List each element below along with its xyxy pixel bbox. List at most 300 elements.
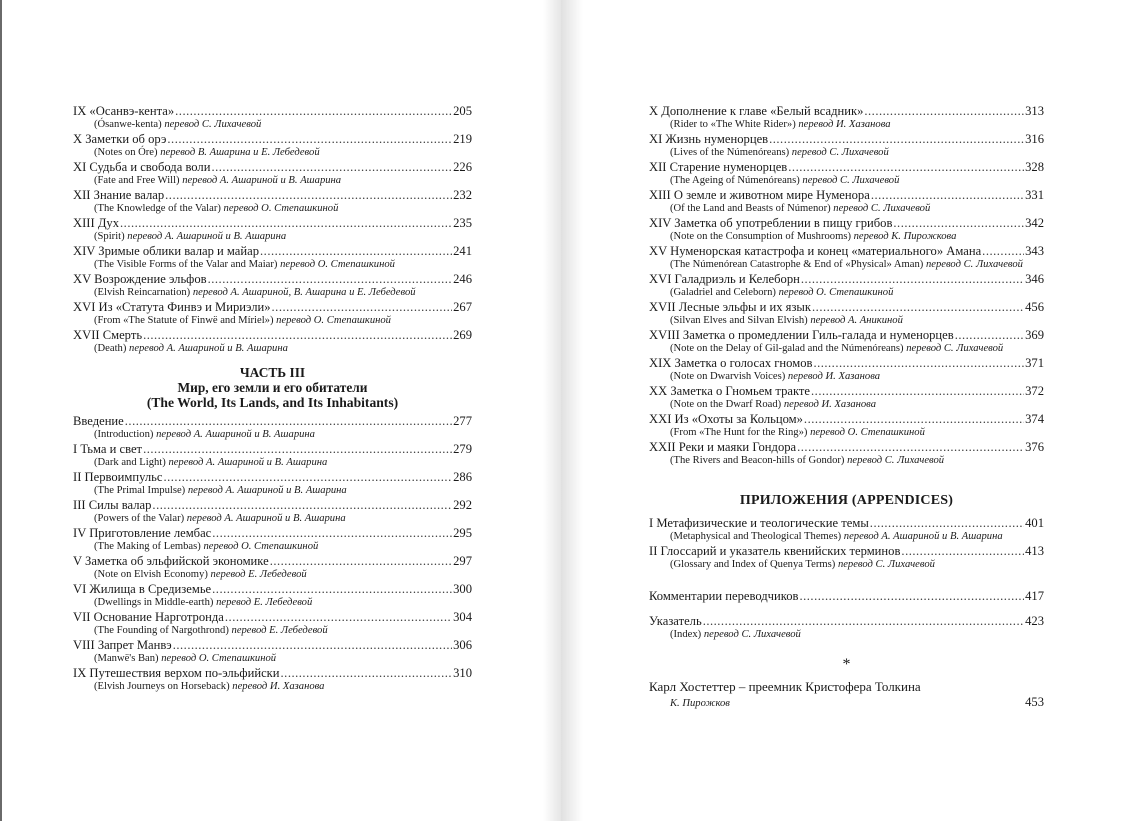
toc-entry-title: IX Путешествия верхом по-эльфийски	[73, 666, 280, 680]
toc-entry-subtitle	[73, 342, 472, 355]
appendices-heading: ПРИЛОЖЕНИЯ (APPENDICES)	[739, 493, 954, 508]
dot-leader	[901, 544, 1024, 558]
toc-entry-title: V Заметка об эльфийской экономике	[73, 554, 269, 568]
translator-credit: перевод А. Ашариной и В. Ашарина	[187, 485, 347, 496]
translator-credit: перевод С. Лихачевой	[164, 119, 262, 130]
dot-leader	[272, 300, 453, 314]
toc-group-appendices	[649, 516, 1044, 571]
toc-line	[649, 132, 1044, 146]
left-toc-column	[73, 104, 472, 693]
toc-page-number: 306	[453, 638, 472, 652]
translator-credit: перевод К. Пирожкова	[853, 231, 957, 242]
translator-credit: перевод С. Лихачевой	[906, 343, 1004, 354]
original-title: (Notes on Óre)	[94, 147, 158, 158]
dot-leader	[813, 356, 1024, 370]
toc-line	[649, 384, 1044, 398]
toc-page-number: 219	[453, 132, 472, 146]
toc-entry-title: XIV Заметка об употреблении в пищу грибов	[649, 216, 893, 230]
toc-page-number: 295	[453, 526, 472, 540]
toc-line	[649, 104, 1044, 118]
toc-entry-subtitle	[73, 118, 472, 131]
toc-line	[73, 442, 472, 456]
translator-credit: перевод С. Лихачевой	[833, 203, 931, 214]
toc-page-number: 372	[1025, 384, 1044, 398]
toc-entry	[73, 414, 472, 441]
translator-credit: перевод И. Хазанова	[798, 119, 891, 130]
dot-leader	[801, 272, 1024, 286]
translator-credit: перевод А. Ашариной и В. Ашарина	[127, 231, 287, 242]
original-title: (The Founding of Nargothrond)	[94, 625, 229, 636]
translator-credit: перевод И. Хазанова	[787, 371, 881, 382]
toc-entry-title: I Тьма и свет	[73, 442, 143, 456]
toc-entry-title: XVI Из «Статута Финвэ и Мириэли»	[73, 300, 271, 314]
toc-entry-title: XII Старение нуменорцев	[649, 160, 788, 174]
toc-line	[649, 272, 1044, 286]
translator-credit: перевод А. Ашариной и В. Ашарина	[156, 429, 315, 440]
toc-entry-subtitle	[73, 202, 472, 215]
toc-entry-subtitle	[73, 680, 472, 693]
dot-leader	[212, 526, 452, 540]
toc-line	[649, 328, 1044, 342]
original-title: (Index)	[670, 629, 702, 640]
translator-credit: перевод А. Ашариной и В. Ашарина	[129, 343, 288, 354]
toc-entry-title: XIV Зримые облики валар и майар	[73, 244, 260, 258]
toc-entry	[73, 272, 472, 299]
dot-leader	[797, 440, 1024, 454]
toc-entry-index	[649, 614, 1044, 641]
toc-entry-title: XVII Смерть	[73, 328, 143, 342]
toc-line	[73, 272, 472, 286]
translator-credit: перевод О. Степашкиной	[280, 259, 395, 270]
toc-line	[649, 188, 1044, 202]
toc-entry	[73, 188, 472, 215]
toc-entry-title: III Силы валар	[73, 498, 152, 512]
toc-entry	[73, 300, 472, 327]
toc-entry	[73, 470, 472, 497]
toc-entry-subtitle	[73, 456, 472, 469]
dot-leader	[955, 328, 1024, 342]
toc-entry	[649, 104, 1044, 131]
translator-credit: перевод С. Лихачевой	[847, 455, 945, 466]
translator-credit: перевод А. Аникиной	[810, 315, 903, 326]
toc-entry	[73, 216, 472, 243]
toc-line	[73, 414, 472, 428]
toc-entry	[649, 300, 1044, 327]
toc-page-number: 453	[1025, 695, 1044, 709]
original-title: (Elvish Journeys on Horseback)	[94, 681, 230, 692]
toc-entry	[73, 610, 472, 637]
original-title: (Fate and Free Will)	[94, 175, 180, 186]
dot-leader	[212, 582, 452, 596]
toc-entry-title: X Заметки об орэ	[73, 132, 167, 146]
toc-entry-subtitle	[649, 426, 1044, 439]
dot-leader	[165, 188, 452, 202]
toc-entry-title: II Первоимпульс	[73, 470, 163, 484]
dot-leader	[769, 132, 1024, 146]
translator-credit: перевод А. Ашариной и В. Ашарина	[182, 175, 342, 186]
original-title: (Galadriel and Celeborn)	[670, 287, 776, 298]
original-title: (Note on Elvish Economy)	[94, 569, 208, 580]
translator-credit: перевод С. Лихачевой	[837, 559, 935, 570]
toc-entry-subtitle	[649, 628, 1044, 641]
toc-line	[649, 544, 1044, 558]
toc-page-number: 401	[1025, 516, 1044, 530]
toc-line	[73, 554, 472, 568]
original-title: (Note on the Dwarf Road)	[670, 399, 782, 410]
toc-page-number: 205	[453, 104, 472, 118]
toc-line	[73, 610, 472, 624]
dot-leader	[143, 442, 452, 456]
translator-credit: перевод О. Степашкиной	[203, 541, 319, 552]
toc-group-part-iii	[73, 414, 472, 693]
translator-credit: перевод А. Ашариной и В. Ашарина	[168, 457, 328, 468]
toc-line	[73, 216, 472, 230]
toc-line	[73, 498, 472, 512]
toc-entry-subtitle	[73, 624, 472, 637]
toc-entry	[649, 544, 1044, 571]
toc-entry	[649, 188, 1044, 215]
dot-leader	[125, 414, 452, 428]
toc-entry-title: X Дополнение к главе «Белый всадник»	[649, 104, 864, 118]
toc-page-number: 331	[1025, 188, 1044, 202]
toc-entry-title: XV Возрождение эльфов	[73, 272, 207, 286]
toc-entry	[649, 516, 1044, 543]
toc-line	[73, 638, 472, 652]
toc-line	[649, 440, 1044, 454]
dot-leader	[799, 589, 1024, 603]
toc-entry	[649, 244, 1044, 271]
toc-entry-subtitle	[649, 398, 1044, 411]
toc-entry-title: II Глоссарий и указатель квенийских терминов	[649, 544, 901, 558]
toc-page-number: 346	[1025, 272, 1044, 286]
translator-credit: перевод Е. Лебедевой	[231, 625, 328, 636]
toc-line	[73, 328, 472, 342]
toc-entry-subtitle	[73, 428, 472, 441]
translator-credit: перевод Е. Лебедевой	[216, 597, 313, 608]
toc-entry	[73, 638, 472, 665]
original-title: (Note on Dwarvish Voices)	[670, 371, 786, 382]
dot-leader	[270, 554, 452, 568]
toc-entry-title: XXII Реки и маяки Гондора	[649, 440, 797, 454]
original-title: (Dwellings in Middle-earth)	[94, 597, 214, 608]
toc-page-number: 369	[1025, 328, 1044, 342]
original-title: (Metaphysical and Theological Themes)	[670, 531, 842, 542]
original-title: (Note on the Delay of Gil-galad and the Númenóreans)	[670, 343, 904, 354]
toc-line	[649, 589, 1044, 603]
right-toc-column	[649, 104, 1044, 710]
original-title: (Ósanwe-kenta)	[94, 119, 162, 130]
toc-entry-epilogue	[649, 679, 1044, 710]
dot-leader	[167, 132, 452, 146]
toc-entry-title: XVI Галадриэль и Келеборн	[649, 272, 800, 286]
toc-entry-title: VIII Запрет Манвэ	[73, 638, 172, 652]
toc-entry-title: Указатель	[649, 614, 702, 628]
part-title-en: (The World, Its Lands, and Its Inhabitants)	[146, 395, 399, 410]
original-title: (Of the Land and Beasts of Númenor)	[670, 203, 831, 214]
dot-leader	[811, 384, 1024, 398]
toc-entry-title: XI Судьба и свобода воли	[73, 160, 211, 174]
toc-entry-commentary	[649, 589, 1044, 603]
toc-page-number: 269	[453, 328, 472, 342]
toc-entry-subtitle	[73, 230, 472, 243]
translator-credit: перевод С. Лихачевой	[703, 629, 801, 640]
original-title: (The Rivers and Beacon-hills of Gondor)	[670, 455, 845, 466]
translator-credit: перевод А. Ашариной и В. Ашарина	[843, 531, 1003, 542]
dot-leader	[120, 216, 452, 230]
toc-entry	[73, 582, 472, 609]
dot-leader	[208, 272, 453, 286]
translator-credit: перевод С. Лихачевой	[802, 175, 900, 186]
dot-leader	[143, 328, 452, 342]
toc-entry-title: XVIII Заметка о промедлении Гиль-галада и нуменорцев	[649, 328, 954, 342]
toc-entry-subtitle	[73, 146, 472, 159]
toc-page-number: 300	[453, 582, 472, 596]
toc-line	[649, 614, 1044, 628]
toc-line	[649, 244, 1044, 258]
toc-entry	[73, 666, 472, 693]
toc-entry-title: Введение	[73, 414, 124, 428]
original-title: (Spirit)	[94, 231, 125, 242]
toc-entry	[649, 272, 1044, 299]
dot-leader	[152, 498, 452, 512]
toc-line	[73, 104, 472, 118]
toc-line	[73, 132, 472, 146]
dot-leader	[260, 244, 452, 258]
translator-credit: перевод О. Степашкиной	[161, 653, 277, 664]
toc-entry	[649, 440, 1044, 467]
toc-entry-subtitle	[73, 174, 472, 187]
toc-entry	[649, 356, 1044, 383]
toc-line	[73, 188, 472, 202]
toc-entry	[649, 384, 1044, 411]
toc-page-number: 267	[453, 300, 472, 314]
original-title: (Lives of the Númenóreans)	[670, 147, 790, 158]
original-title: (The Ageing of Númenóreans)	[670, 175, 800, 186]
toc-entry-title: VII Основание Нарготронда	[73, 610, 224, 624]
toc-page-number: 304	[453, 610, 472, 624]
toc-line	[73, 300, 472, 314]
toc-page-number: 232	[453, 188, 472, 202]
toc-page-number: 417	[1025, 589, 1044, 603]
toc-entry	[73, 160, 472, 187]
original-title: (Note on the Consumption of Mushrooms)	[670, 231, 851, 242]
original-title: (From «The Statute of Finwë and Míriel»)	[94, 315, 274, 326]
dot-leader	[211, 160, 452, 174]
toc-entry-title: XV Нуменорская катастрофа и конец «материального» Амана	[649, 244, 982, 258]
toc-line	[73, 160, 472, 174]
toc-entry	[73, 526, 472, 553]
toc-entry-subtitle	[649, 286, 1044, 299]
toc-entry-title: IX «Осанвэ-кента»	[73, 104, 175, 118]
toc-entry-title: XX Заметка о Гномьем тракте	[649, 384, 811, 398]
toc-entry-subtitle	[649, 530, 1044, 543]
toc-page-number: 413	[1025, 544, 1044, 558]
toc-entry	[73, 132, 472, 159]
toc-page-number: 376	[1025, 440, 1044, 454]
toc-entry-subtitle	[73, 540, 472, 553]
original-title: (Powers of the Valar)	[94, 513, 185, 524]
toc-entry	[73, 104, 472, 131]
toc-page-number: 235	[453, 216, 472, 230]
toc-page-number: 286	[453, 470, 472, 484]
dot-leader	[173, 638, 452, 652]
translator-credit: перевод В. Ашарина и Е. Лебедевой	[160, 147, 320, 158]
toc-page-number: 316	[1025, 132, 1044, 146]
toc-line	[73, 244, 472, 258]
toc-line	[649, 216, 1044, 230]
dot-leader	[870, 516, 1024, 530]
original-title: (Dark and Light)	[94, 457, 166, 468]
toc-entry-subtitle	[649, 314, 1044, 327]
original-title: (Death)	[94, 343, 127, 354]
toc-page-number: 423	[1025, 614, 1044, 628]
toc-page-number: 342	[1025, 216, 1044, 230]
toc-entry-title: XIX Заметка о голосах гномов	[649, 356, 813, 370]
translator-credit: перевод С. Лихачевой	[791, 147, 889, 158]
toc-entry-title: IV Приготовление лембас	[73, 526, 212, 540]
toc-entry-subtitle	[649, 202, 1044, 215]
translator-credit: перевод И. Хазанова	[232, 681, 325, 692]
toc-entry-subtitle	[649, 454, 1044, 467]
toc-entry-subtitle	[73, 512, 472, 525]
translator-credit: перевод И. Хазанова	[783, 399, 877, 410]
toc-entry-subtitle	[649, 174, 1044, 187]
dot-leader	[163, 470, 452, 484]
translator-credit: перевод О. Степашкиной	[810, 427, 925, 438]
toc-page-number: 371	[1025, 356, 1044, 370]
toc-page-number: 279	[453, 442, 472, 456]
toc-entry-title: Комментарии переводчиков	[649, 589, 799, 603]
toc-entry	[73, 442, 472, 469]
toc-page-number: 374	[1025, 412, 1044, 426]
toc-entry-title: Карл Хостеттер – преемник Кристофера Толкина	[649, 679, 921, 694]
toc-entry-title: XIII Дух	[73, 216, 120, 230]
toc-page-number: 246	[453, 272, 472, 286]
toc-page-number: 328	[1025, 160, 1044, 174]
toc-entry-subtitle	[649, 695, 1044, 710]
translator-credit: перевод О. Степашкиной	[778, 287, 894, 298]
toc-entry-subtitle	[73, 568, 472, 581]
toc-line	[649, 160, 1044, 174]
original-title: (Manwë's Ban)	[94, 653, 159, 664]
part-number: ЧАСТЬ III	[239, 365, 306, 380]
original-title: (The Primal Impulse)	[94, 485, 186, 496]
toc-page-number: 456	[1025, 300, 1044, 314]
toc-page-number: 226	[453, 160, 472, 174]
translator-credit: перевод Е. Лебедевой	[210, 569, 307, 580]
toc-entry-subtitle	[649, 558, 1044, 571]
toc-entry	[649, 412, 1044, 439]
section-separator-asterisk: *	[842, 656, 851, 673]
dot-leader	[281, 666, 453, 680]
toc-page-number: 277	[453, 414, 472, 428]
toc-page-number: 343	[1025, 244, 1044, 258]
toc-line	[73, 582, 472, 596]
original-title: (Silvan Elves and Silvan Elvish)	[670, 315, 808, 326]
toc-entry	[649, 160, 1044, 187]
original-title: (Glossary and Index of Quenya Terms)	[670, 559, 836, 570]
dot-leader	[175, 104, 452, 118]
toc-entry-subtitle	[73, 484, 472, 497]
toc-entry-subtitle	[649, 146, 1044, 159]
toc-entry	[649, 132, 1044, 159]
toc-entry-subtitle	[649, 342, 1044, 355]
dot-leader	[982, 244, 1024, 258]
original-title: (Elvish Reincarnation)	[94, 287, 191, 298]
original-title: (From «The Hunt for the Ring»)	[670, 427, 808, 438]
toc-entry	[73, 554, 472, 581]
toc-entry-subtitle	[649, 370, 1044, 383]
toc-line	[649, 300, 1044, 314]
dot-leader	[804, 412, 1024, 426]
dot-leader	[893, 216, 1024, 230]
toc-entry-subtitle	[73, 314, 472, 327]
toc-entry-subtitle	[649, 118, 1044, 131]
original-title: (The Making of Lembas)	[94, 541, 201, 552]
toc-entry-title: I Метафизические и теологические темы	[649, 516, 869, 530]
translator-credit: перевод А. Ашариной, В. Ашарина и Е. Лебедевой	[192, 287, 416, 298]
toc-entry-subtitle	[73, 596, 472, 609]
dot-leader	[812, 300, 1024, 314]
toc-entry-title: VI Жилища в Средиземье	[73, 582, 212, 596]
right-page	[561, 0, 1121, 821]
toc-entry-subtitle	[73, 286, 472, 299]
dot-leader	[871, 188, 1024, 202]
toc-entry-title: XXI Из «Охоты за Кольцом»	[649, 412, 803, 426]
toc-entry-title: XII Знание валар	[73, 188, 165, 202]
toc-entry	[73, 244, 472, 271]
toc-page-number: 241	[453, 244, 472, 258]
right-gutter-shadow	[561, 0, 583, 821]
toc-entry-title: XVII Лесные эльфы и их язык	[649, 300, 812, 314]
dot-leader	[225, 610, 452, 624]
translator-credit: перевод О. Степашкиной	[276, 315, 391, 326]
toc-line	[73, 470, 472, 484]
toc-line	[649, 356, 1044, 370]
toc-line	[73, 526, 472, 540]
translator-credit: перевод А. Ашариной и В. Ашарина	[186, 513, 346, 524]
toc-page-number: 310	[453, 666, 472, 680]
toc-entry-subtitle	[73, 652, 472, 665]
dot-leader	[864, 104, 1024, 118]
toc-entry	[649, 216, 1044, 243]
original-title: (The Knowledge of the Valar)	[94, 203, 221, 214]
toc-line	[73, 666, 472, 680]
part-title-ru: Мир, его земли и его обитатели	[177, 380, 368, 395]
toc-line	[649, 412, 1044, 426]
toc-entry-title: XI Жизнь нуменорцев	[649, 132, 769, 146]
toc-entry	[649, 328, 1044, 355]
toc-entry-subtitle	[73, 258, 472, 271]
part-three-heading	[73, 365, 472, 410]
original-title: (Introduction)	[94, 429, 154, 440]
dot-leader	[788, 160, 1024, 174]
toc-page-number: 292	[453, 498, 472, 512]
toc-line	[649, 516, 1044, 530]
toc-page-number: 313	[1025, 104, 1044, 118]
toc-entry-subtitle	[649, 258, 1044, 271]
toc-group-part-iii-continued	[649, 104, 1044, 467]
original-title: (The Visible Forms of the Valar and Maiar)	[94, 259, 278, 270]
toc-entry-subtitle	[649, 230, 1044, 243]
translator-credit: перевод С. Лихачевой	[925, 259, 1023, 270]
toc-entry	[73, 328, 472, 355]
toc-page-number: 297	[453, 554, 472, 568]
translator-credit: перевод О. Степашкиной	[223, 203, 339, 214]
toc-entry-title: XIII О земле и животном мире Нуменора	[649, 188, 870, 202]
author-credit: К. Пирожков	[670, 698, 730, 709]
original-title: (The Númenórean Catastrophe & End of «Physical» Aman)	[670, 259, 924, 270]
